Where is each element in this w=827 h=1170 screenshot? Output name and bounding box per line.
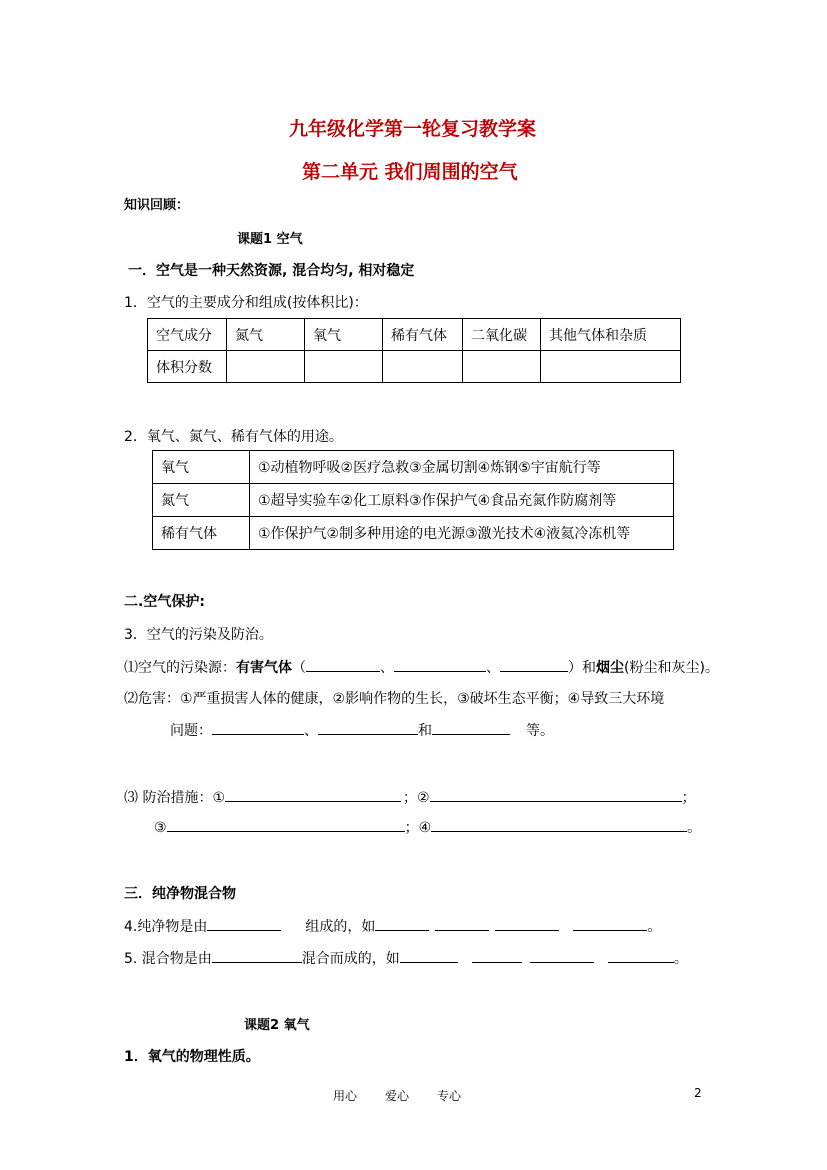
semicolon: ； (403, 790, 418, 806)
blank-field[interactable] (225, 787, 401, 802)
harm-suffix: 等。 (526, 723, 554, 739)
blank-field[interactable] (318, 720, 418, 735)
prevention-line-1 (124, 787, 696, 807)
q4-mid: 组成的，如 (305, 919, 376, 935)
table1-header-cell: 其他气体和杂质 (541, 319, 681, 351)
blank-field[interactable] (212, 720, 304, 735)
blank-field[interactable] (306, 657, 380, 672)
semicolon: ； (404, 820, 419, 836)
lesson1-heading: 课题1 空气 (237, 232, 303, 247)
item-number: ④ (418, 820, 432, 836)
semicolon: ； (681, 790, 696, 806)
page-number: 2 (694, 1086, 702, 1100)
section3-heading: 三．纯净物混合物 (124, 886, 236, 902)
blank-field[interactable] (530, 948, 594, 963)
item-number: ② (417, 790, 430, 806)
document-title: 九年级化学第一轮复习教学案 (289, 118, 537, 140)
unit-subtitle: 第二单元 我们周围的空气 (302, 161, 518, 183)
section2-heading: 二.空气保护: (124, 594, 205, 610)
gas-uses-table (152, 450, 674, 550)
table2-use-cell: ①作保护气②制多种用途的电光源③激光技术④液氦冷冻机等 (250, 517, 674, 550)
table1-row-label: 体积分数 (148, 351, 227, 383)
question1: 1．空气的主要成分和组成(按体积比)： (124, 295, 368, 311)
question2: 2．氧气、氮气、稀有气体的用途。 (124, 429, 343, 445)
table2-gas-cell: 氮气 (153, 484, 250, 517)
footer-word: 专心 (437, 1089, 462, 1103)
blank-field[interactable] (435, 916, 489, 931)
table2-use-cell: ①超导实验车②化工原料③作保护气④食品充氮作防腐剂等 (250, 484, 674, 517)
blank-field[interactable] (573, 916, 647, 931)
blank-field[interactable] (500, 657, 568, 672)
q5-mid: 混合而成的，如 (301, 951, 400, 967)
prevention-prefix: ⑶ 防治措施： (124, 790, 213, 806)
blank-field[interactable] (430, 787, 682, 802)
table1-header-cell: 二氧化碳 (463, 319, 541, 351)
table1-empty-cell (305, 351, 383, 383)
section1-heading: 一．空气是一种天然资源, 混合均匀, 相对稳定 (128, 263, 415, 279)
blank-field[interactable] (432, 720, 510, 735)
harm-line-2 (170, 720, 554, 740)
smoke-label: 烟尘 (596, 660, 624, 676)
blank-field[interactable] (495, 916, 559, 931)
period: 。 (687, 820, 702, 836)
footer-word: 爱心 (385, 1089, 410, 1103)
item-number: ① (212, 790, 226, 806)
table2-gas-cell: 稀有气体 (153, 517, 250, 550)
table1-empty-cell (463, 351, 541, 383)
table2-gas-cell: 氧气 (153, 451, 250, 484)
blank-field[interactable] (212, 948, 302, 963)
question4 (124, 916, 661, 936)
table1-empty-cell (227, 351, 305, 383)
item-number: ③ (154, 820, 167, 836)
open-paren: （ (292, 660, 306, 676)
blank-field[interactable] (394, 657, 486, 672)
q5-prefix: 5. 混合物是由 (124, 951, 212, 967)
and-word: 和 (418, 723, 432, 739)
table1-header-cell: 氮气 (227, 319, 305, 351)
air-composition-table (147, 318, 681, 383)
period: 。 (647, 919, 662, 935)
question6: 1．氧气的物理性质。 (124, 1049, 260, 1065)
pollution-source-prefix: ⑴空气的污染源： (124, 660, 236, 676)
knowledge-review-label: 知识回顾： (124, 198, 190, 213)
blank-field[interactable] (472, 948, 522, 963)
pollution-source-line (124, 657, 719, 677)
blank-field[interactable] (431, 817, 687, 832)
prevention-line-2 (154, 817, 701, 837)
harm-line-1: ⑵危害：①严重损害人体的健康，②影响作物的生长，③破坏生态平衡；④导致三大环境 (124, 691, 665, 707)
harmful-gas-label: 有害气体 (236, 660, 292, 676)
close-paren-and: ）和 (568, 660, 596, 676)
footer-motto (333, 1087, 461, 1104)
footer-word: 用心 (333, 1089, 358, 1103)
table1-header-cell: 氧气 (305, 319, 383, 351)
separator: 、 (380, 660, 394, 676)
blank-field[interactable] (608, 948, 674, 963)
separator: 、 (304, 723, 318, 739)
blank-field[interactable] (167, 817, 405, 832)
q4-prefix: 4.纯净物是由 (124, 919, 208, 935)
blank-field[interactable] (375, 916, 429, 931)
table1-empty-cell (383, 351, 463, 383)
harm-problem-prefix: 问题： (170, 723, 212, 739)
table1-header-cell: 空气成分 (148, 319, 227, 351)
blank-field[interactable] (207, 916, 281, 931)
lesson2-heading: 课题2 氧气 (244, 1018, 310, 1033)
question3: 3．空气的污染及防治。 (124, 627, 273, 643)
separator: 、 (486, 660, 500, 676)
table1-empty-cell (541, 351, 681, 383)
period: 。 (673, 951, 688, 967)
table1-header-cell: 稀有气体 (383, 319, 463, 351)
blank-field[interactable] (400, 948, 458, 963)
question5 (124, 948, 688, 968)
table2-use-cell: ①动植物呼吸②医疗急救③金属切割④炼钢⑤宇宙航行等 (250, 451, 674, 484)
smoke-note: (粉尘和灰尘)。 (624, 660, 719, 676)
